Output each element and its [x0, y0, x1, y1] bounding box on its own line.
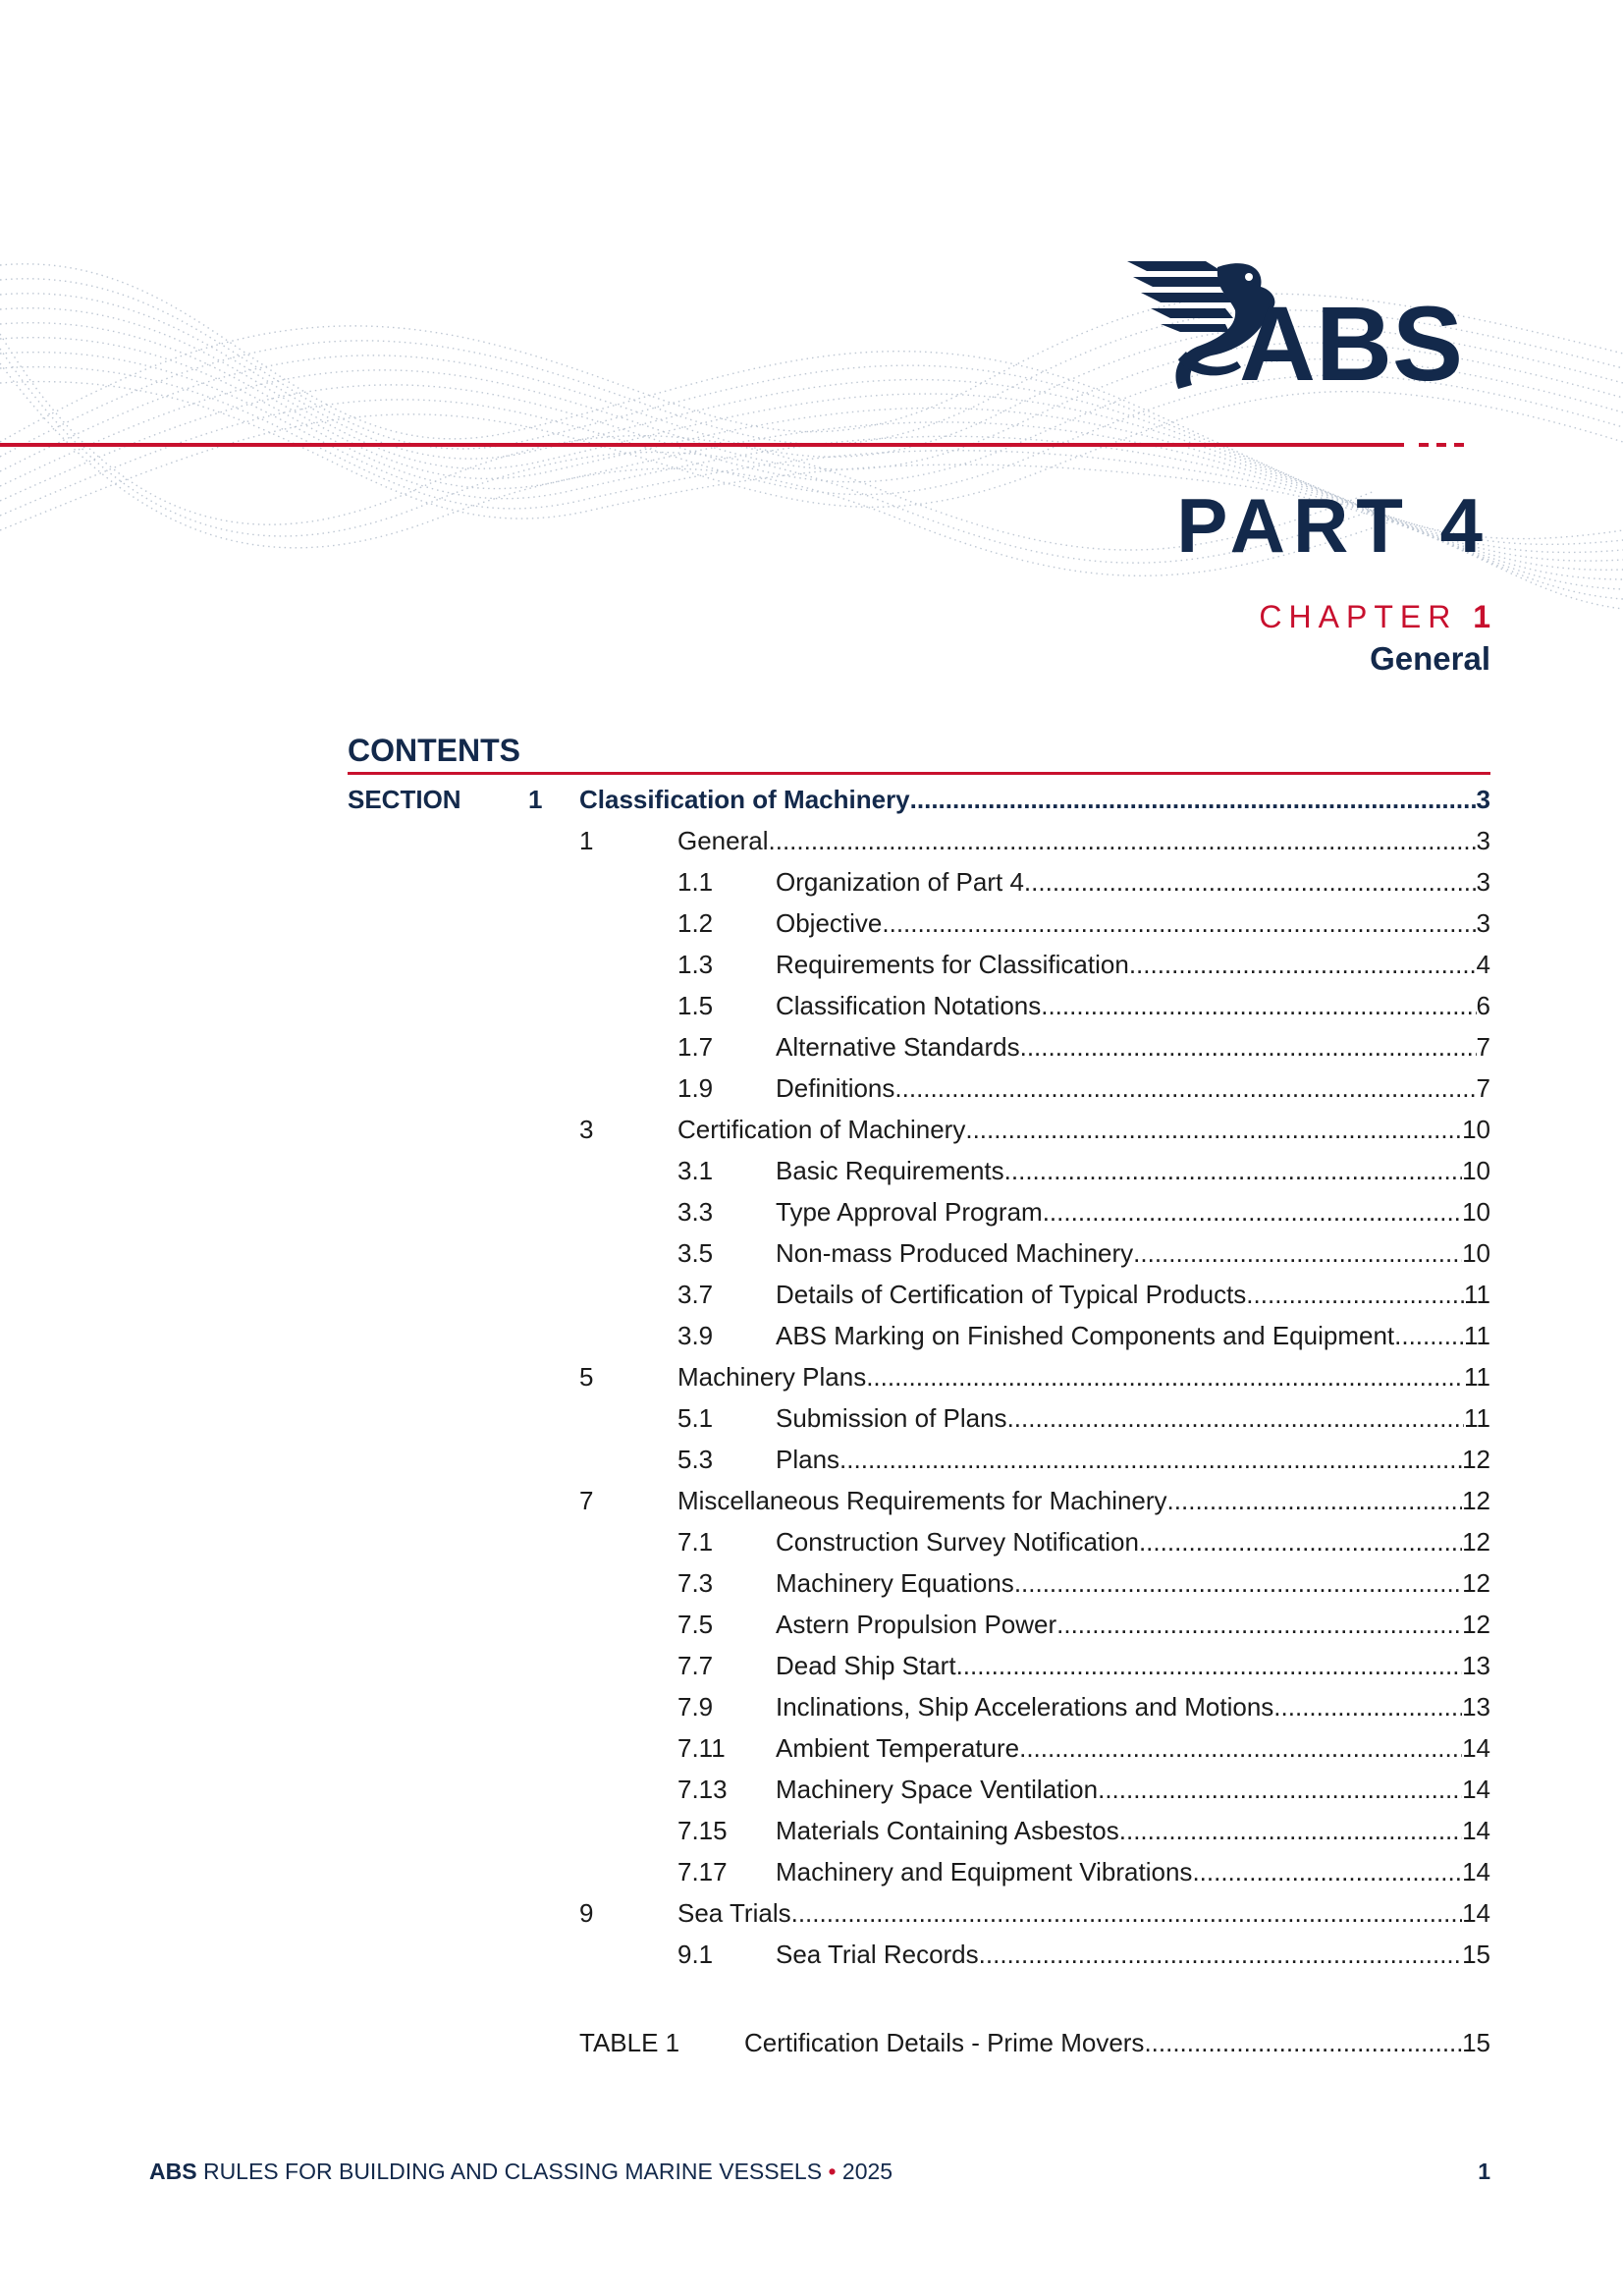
leader-dots: [769, 820, 1477, 861]
toc-entry: [776, 902, 1490, 944]
toc-entry-title: Alternative Standards: [776, 1032, 1020, 1062]
table-of-contents: [348, 779, 1490, 2063]
leader-dots: [1119, 1810, 1462, 1851]
toc-entry-number: 1.2: [677, 908, 714, 938]
toc-entry-number: 7.1: [677, 1527, 714, 1557]
toc-entry-page: 12: [1462, 1486, 1490, 1515]
chapter-label: [1259, 597, 1490, 636]
toc-entry-page: 4: [1476, 950, 1490, 979]
toc-entry-page: 12: [1462, 1445, 1490, 1474]
toc-entry: [776, 1934, 1490, 1975]
leader-dots: [1043, 1191, 1462, 1232]
toc-entry-title: ABS Marking on Finished Components and Equipment: [776, 1321, 1395, 1350]
toc-entry: [776, 1810, 1490, 1851]
toc-entry-page: 3: [1476, 867, 1490, 897]
toc-entry: [776, 944, 1490, 985]
toc-entry-number: 7.9: [677, 1692, 714, 1722]
leader-dots: [839, 1439, 1462, 1480]
leader-dots: [956, 1645, 1463, 1686]
toc-entry-page: 14: [1462, 1733, 1490, 1763]
leader-dots: [1024, 861, 1477, 902]
toc-entry-number: 7.7: [677, 1651, 714, 1680]
toc-entry-row[interactable]: [348, 1067, 1490, 1109]
toc-entry-number: 3.5: [677, 1238, 714, 1268]
toc-entry-row[interactable]: [348, 861, 1490, 902]
toc-entry-row[interactable]: [348, 1356, 1490, 1397]
toc-entry-number: 7: [579, 1486, 594, 1515]
toc-entry-row[interactable]: [348, 1232, 1490, 1274]
section-entry: [579, 779, 1490, 820]
toc-entry-number: 3.7: [677, 1280, 714, 1309]
leader-dots: [1004, 1150, 1462, 1191]
leader-dots: [791, 1892, 1462, 1934]
toc-entry: [677, 820, 1490, 861]
toc-entry: [677, 1892, 1490, 1934]
footer-year: 2025: [841, 2159, 893, 2184]
toc-entry-title: Basic Requirements: [776, 1156, 1004, 1185]
toc-entry: [776, 1191, 1490, 1232]
toc-entry-title: Inclinations, Ship Accelerations and Motions: [776, 1692, 1274, 1722]
toc-entry: [776, 1274, 1490, 1315]
toc-entry-title: Ambient Temperature: [776, 1733, 1020, 1763]
toc-entry-row[interactable]: [348, 1191, 1490, 1232]
abs-logo-text: ABS: [1239, 284, 1464, 403]
toc-entry-number: 1.5: [677, 991, 714, 1020]
table-label: TABLE 1: [579, 2028, 680, 2057]
leader-dots: [1129, 944, 1477, 985]
toc-entry-title: Dead Ship Start: [776, 1651, 956, 1680]
header-red-rule: [0, 443, 1404, 447]
toc-entry-title: Organization of Part 4: [776, 867, 1024, 897]
toc-entry-page: 7: [1476, 1073, 1490, 1103]
toc-entry-number: 1.7: [677, 1032, 714, 1062]
leader-dots: [1144, 2022, 1462, 2063]
table-page: 15: [1462, 2028, 1490, 2057]
toc-entry-page: 14: [1462, 1898, 1490, 1928]
toc-entry-page: 10: [1462, 1115, 1490, 1144]
toc-entry-row[interactable]: [348, 820, 1490, 861]
toc-entry-number: 1: [579, 826, 594, 855]
toc-entry-title: Definitions: [776, 1073, 895, 1103]
toc-entry-row[interactable]: [348, 944, 1490, 985]
leader-dots: [1019, 1727, 1462, 1769]
toc-entry-row[interactable]: [348, 1686, 1490, 1727]
toc-entry: [776, 1727, 1490, 1769]
toc-entry-number: 3: [579, 1115, 594, 1144]
toc-entry-row[interactable]: [348, 1645, 1490, 1686]
table-entry: [744, 2022, 1490, 2063]
toc-entry-row[interactable]: [348, 1315, 1490, 1356]
toc-entry-page: 11: [1464, 1403, 1490, 1433]
leader-dots: [910, 779, 1477, 820]
toc-entry-number: 1.1: [677, 867, 714, 897]
toc-entry-number: 5.1: [677, 1403, 714, 1433]
toc-entry-number: 3.9: [677, 1321, 714, 1350]
chapter-word: CHAPTER: [1259, 599, 1458, 634]
toc-entry-row[interactable]: [348, 1851, 1490, 1892]
header-red-dash: [1419, 443, 1429, 447]
leader-dots: [1394, 1315, 1464, 1356]
toc-entry-row[interactable]: [348, 1727, 1490, 1769]
table-title: Certification Details - Prime Movers: [744, 2028, 1145, 2057]
toc-entry-page: 11: [1464, 1280, 1490, 1309]
toc-entry-number: 7.13: [677, 1775, 728, 1804]
toc-entry-page: 14: [1462, 1775, 1490, 1804]
toc-entry-page: 13: [1462, 1651, 1490, 1680]
leader-dots: [882, 902, 1476, 944]
toc-entry-page: 13: [1462, 1692, 1490, 1722]
toc-entry-row[interactable]: [348, 1521, 1490, 1562]
toc-entry-page: 7: [1476, 1032, 1490, 1062]
toc-entry-title: Machinery Plans: [677, 1362, 867, 1392]
toc-entry-number: 9.1: [677, 1940, 714, 1969]
toc-entry-row[interactable]: [348, 902, 1490, 944]
leader-dots: [1139, 1521, 1462, 1562]
toc-entry-number: 5.3: [677, 1445, 714, 1474]
toc-entry: [677, 1109, 1490, 1150]
toc-table-row[interactable]: [348, 2022, 1490, 2063]
section-title: Classification of Machinery: [579, 785, 910, 814]
toc-entry-title: Submission of Plans: [776, 1403, 1007, 1433]
footer-separator: •: [828, 2159, 837, 2184]
chapter-title: General: [1370, 640, 1490, 677]
toc-entry: [776, 1645, 1490, 1686]
toc-entry-title: Non-mass Produced Machinery: [776, 1238, 1134, 1268]
toc-entry-title: Astern Propulsion Power: [776, 1610, 1057, 1639]
toc-entry-number: 1.3: [677, 950, 714, 979]
toc-entry-page: 14: [1462, 1816, 1490, 1845]
toc-entry: [776, 1562, 1490, 1604]
section-number: 1: [528, 785, 543, 814]
toc-entry-number: 7.15: [677, 1816, 728, 1845]
toc-entry-title: Sea Trial Records: [776, 1940, 979, 1969]
toc-entry: [776, 1315, 1490, 1356]
toc-entry-number: 7.3: [677, 1568, 714, 1598]
leader-dots: [1056, 1604, 1462, 1645]
toc-entry-title: Miscellaneous Requirements for Machinery: [677, 1486, 1167, 1515]
toc-entry-number: 7.17: [677, 1857, 728, 1886]
leader-dots: [1133, 1232, 1462, 1274]
leader-dots: [965, 1109, 1462, 1150]
toc-entry-number: 3.1: [677, 1156, 714, 1185]
toc-entry-row[interactable]: [348, 1480, 1490, 1521]
toc-entry-title: Plans: [776, 1445, 840, 1474]
toc-entry-title: General: [677, 826, 769, 855]
toc-entry-page: 12: [1462, 1527, 1490, 1557]
toc-entry-row[interactable]: [348, 1769, 1490, 1810]
toc-entry-title: Machinery Space Ventilation: [776, 1775, 1099, 1804]
toc-entry-page: 11: [1464, 1362, 1490, 1392]
toc-entry-row[interactable]: [348, 1934, 1490, 1975]
toc-entry: [776, 1067, 1490, 1109]
toc-entry-number: 9: [579, 1898, 594, 1928]
toc-entry-page: 3: [1476, 826, 1490, 855]
toc-spacer: [348, 1975, 1490, 2022]
toc-entry-row[interactable]: [348, 1892, 1490, 1934]
toc-entry-title: Machinery and Equipment Vibrations: [776, 1857, 1193, 1886]
toc-entry: [776, 1026, 1490, 1067]
chapter-number: 1: [1473, 599, 1490, 634]
toc-entry-title: Certification of Machinery: [677, 1115, 966, 1144]
toc-entry-number: 5: [579, 1362, 594, 1392]
section-label: SECTION: [348, 785, 461, 814]
footer-rules-title: RULES FOR BUILDING AND CLASSING MARINE VESSELS: [202, 2159, 823, 2184]
toc-entry-number: 1.9: [677, 1073, 714, 1103]
contents-heading: CONTENTS: [348, 733, 520, 768]
toc-entry: [776, 1769, 1490, 1810]
toc-entry: [776, 1150, 1490, 1191]
leader-dots: [1098, 1769, 1462, 1810]
toc-entry-title: Classification Notations: [776, 991, 1042, 1020]
footer-title: [149, 2157, 893, 2186]
toc-entry-title: Type Approval Program: [776, 1197, 1043, 1227]
toc-entry: [776, 1439, 1490, 1480]
toc-entry: [776, 861, 1490, 902]
toc-entry-title: Objective: [776, 908, 883, 938]
toc-entry-title: Construction Survey Notification: [776, 1527, 1139, 1557]
toc-entry: [776, 1686, 1490, 1727]
toc-entry-title: Sea Trials: [677, 1898, 791, 1928]
toc-entry-page: 10: [1462, 1156, 1490, 1185]
leader-dots: [1041, 985, 1476, 1026]
toc-entry-title: Materials Containing Asbestos: [776, 1816, 1119, 1845]
page-number: 1: [1478, 2159, 1490, 2184]
toc-entry-number: 7.5: [677, 1610, 714, 1639]
toc-entry: [677, 1480, 1490, 1521]
toc-entry-number: 7.11: [677, 1733, 726, 1763]
toc-entry-page: 14: [1462, 1857, 1490, 1886]
toc-entry-number: 3.3: [677, 1197, 714, 1227]
leader-dots: [1020, 1026, 1477, 1067]
toc-entry-row[interactable]: [348, 1109, 1490, 1150]
header-red-dash: [1454, 443, 1464, 447]
part-title: PART 4: [1176, 482, 1490, 569]
leader-dots: [894, 1067, 1476, 1109]
toc-entry: [776, 1521, 1490, 1562]
footer-brand: ABS: [149, 2159, 197, 2184]
toc-entry: [776, 1604, 1490, 1645]
header-red-dash: [1436, 443, 1446, 447]
toc-entry-page: 15: [1462, 1940, 1490, 1969]
toc-entry: [776, 1232, 1490, 1274]
toc-entry-row[interactable]: [348, 985, 1490, 1026]
toc-entry-page: 10: [1462, 1238, 1490, 1268]
toc-section-row[interactable]: [348, 779, 1490, 820]
leader-dots: [1007, 1397, 1464, 1439]
leader-dots: [866, 1356, 1464, 1397]
leader-dots: [1246, 1274, 1464, 1315]
toc-entry-page: 11: [1464, 1321, 1490, 1350]
contents-rule: [348, 772, 1490, 775]
toc-entry-row[interactable]: [348, 1026, 1490, 1067]
toc-entry-row[interactable]: [348, 1150, 1490, 1191]
toc-entry: [776, 1397, 1490, 1439]
toc-entry-row[interactable]: [348, 1274, 1490, 1315]
toc-entry-row[interactable]: [348, 1562, 1490, 1604]
toc-entry: [776, 1851, 1490, 1892]
toc-entry-page: 6: [1476, 991, 1490, 1020]
toc-entry-row[interactable]: [348, 1439, 1490, 1480]
toc-entry-title: Details of Certification of Typical Products: [776, 1280, 1247, 1309]
toc-entry-page: 3: [1476, 908, 1490, 938]
toc-entry-title: Requirements for Classification: [776, 950, 1129, 979]
leader-dots: [1167, 1480, 1463, 1521]
toc-entry-page: 12: [1462, 1568, 1490, 1598]
toc-entry-page: 12: [1462, 1610, 1490, 1639]
leader-dots: [1192, 1851, 1462, 1892]
toc-entry: [776, 985, 1490, 1026]
toc-entry-title: Machinery Equations: [776, 1568, 1014, 1598]
toc-entry-row[interactable]: [348, 1397, 1490, 1439]
toc-entry: [677, 1356, 1490, 1397]
section-page: 3: [1476, 785, 1490, 814]
leader-dots: [979, 1934, 1462, 1975]
leader-dots: [1014, 1562, 1462, 1604]
toc-entry-row[interactable]: [348, 1810, 1490, 1851]
leader-dots: [1273, 1686, 1462, 1727]
toc-entry-page: 10: [1462, 1197, 1490, 1227]
toc-entry-row[interactable]: [348, 1604, 1490, 1645]
toc-entries: [348, 820, 1490, 1975]
